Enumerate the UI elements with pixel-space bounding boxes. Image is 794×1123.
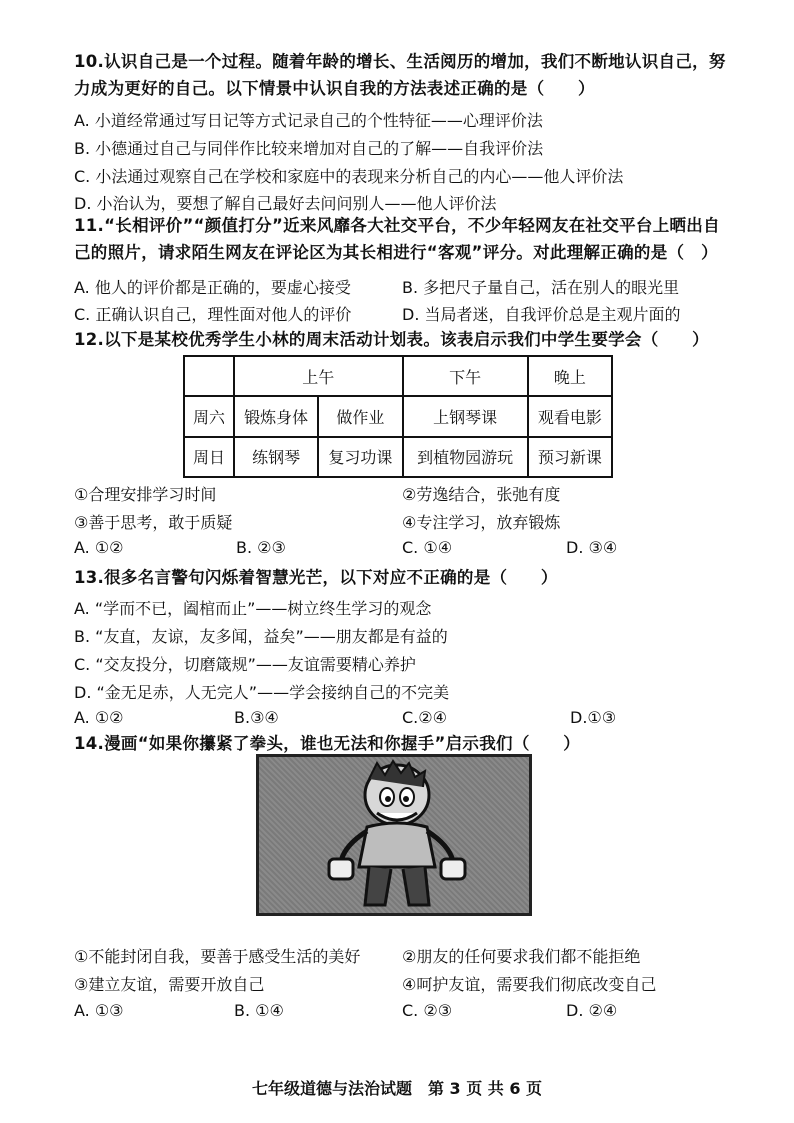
q12-answer-b: B. ②③ [236,538,286,557]
q10-option-d: D. 小治认为，要想了解自己最好去问问别人——他人评价法 [74,194,497,213]
table-header-afternoon: 下午 [403,356,528,396]
q14-stem: 14.漫画“如果你攥紧了拳头，谁也无法和你握手”启示我们（ ） [74,734,581,753]
q14-answer-d: D. ②④ [566,1001,618,1020]
q11-option-a: A. 他人的评价都是正确的，要虚心接受 [74,278,351,297]
page-footer: 七年级道德与法治试题 第 3 页 共 6 页 [251,1079,543,1098]
q13-option-b: B. “友直，友谅，友多闻，益矣”——朋友都是有益的 [74,627,448,646]
q14-answer-b: B. ①④ [234,1001,284,1020]
q12-stem: 12.以下是某校优秀学生小林的周末活动计划表。该表启示我们中学生要学会（ ） [74,330,709,349]
q11-option-b: B. 多把尺子量自己，活在别人的眼光里 [402,278,680,297]
q12-answer-c: C. ①④ [402,538,453,557]
q12-answer-d: D. ③④ [566,538,618,557]
q10-option-b: B. 小德通过自己与同伴作比较来增加对自己的了解——自我评价法 [74,139,544,158]
table-row [184,396,612,436]
q14-answer-a: A. ①③ [74,1001,124,1020]
table-header-morning: 上午 [234,356,403,396]
table-cell: 预习新课 [528,437,612,477]
q13-option-c: C. “交友投分，切磨箴规”——友谊需要精心养护 [74,655,416,674]
q14-item-4: ④呵护友谊，需要我们彻底改变自己 [402,975,657,994]
q10-option-a: A. 小道经常通过写日记等方式记录自己的个性特征——心理评价法 [74,111,543,130]
q14-item-3: ③建立友谊，需要开放自己 [74,975,265,994]
q12-item-4: ④专注学习，放弃锻炼 [402,513,561,532]
q13-stem: 13.很多名言警句闪烁着智慧光芒，以下对应不正确的是（ ） [74,568,558,587]
q12-item-3: ③善于思考，敢于质疑 [74,513,233,532]
q12-item-2: ②劳逸结合，张弛有度 [402,485,561,504]
q13-option-a: A. “学而不已，阖棺而止”——树立终生学习的观念 [74,599,432,618]
table-cell: 练钢琴 [234,437,318,477]
table-cell: 周日 [184,437,234,477]
table-header-row [184,356,612,396]
table-cell: 到植物园游玩 [403,437,528,477]
weekend-plan-table [183,355,613,478]
cartoon-image [256,754,532,916]
table-row [184,437,612,477]
q10-stem: 10.认识自己是一个过程。随着年龄的增长、生活阅历的增加，我们不断地认识自己，努力成为更好的自己。以下情景中认识自我的方法表述正确的是（ ） [74,52,726,98]
q11-option-d: D. 当局者迷，自我评价总是主观片面的 [402,305,681,324]
table-cell: 做作业 [318,396,402,436]
q13-answer-c: C.②④ [402,708,447,727]
q14-item-2: ②朋友的任何要求我们都不能拒绝 [402,947,641,966]
q12-answer-a: A. ①② [74,538,124,557]
table-cell: 锻炼身体 [234,396,318,436]
q13-option-d: D. “金无足赤，人无完人”——学会接纳自己的不完美 [74,683,450,702]
table-cell: 上钢琴课 [403,396,528,436]
q11-option-c: C. 正确认识自己，理性面对他人的评价 [74,305,352,324]
q13-answer-a: A. ①② [74,708,124,727]
q12-item-1: ①合理安排学习时间 [74,485,217,504]
table-cell: 复习功课 [318,437,402,477]
table-cell: 周六 [184,396,234,436]
table-corner-cell [184,356,234,396]
clenched-fist-figure-icon [259,757,529,913]
q14-answer-c: C. ②③ [402,1001,453,1020]
q13-answer-b: B.③④ [234,708,279,727]
q13-answer-d: D.①③ [570,708,617,727]
table-cell: 观看电影 [528,396,612,436]
q10-option-c: C. 小法通过观察自己在学校和家庭中的表现来分析自己的内心——他人评价法 [74,167,624,186]
q11-stem: 11.“长相评价”“颜值打分”近来风靡各大社交平台，不少年轻网友在社交平台上晒出自己的照片，请求陌生网友在评论区为其长相进行“客观”评分。对此理解正确的是（ ） [74,216,720,262]
q14-item-1: ①不能封闭自我，要善于感受生活的美好 [74,947,361,966]
table-header-evening: 晚上 [528,356,612,396]
